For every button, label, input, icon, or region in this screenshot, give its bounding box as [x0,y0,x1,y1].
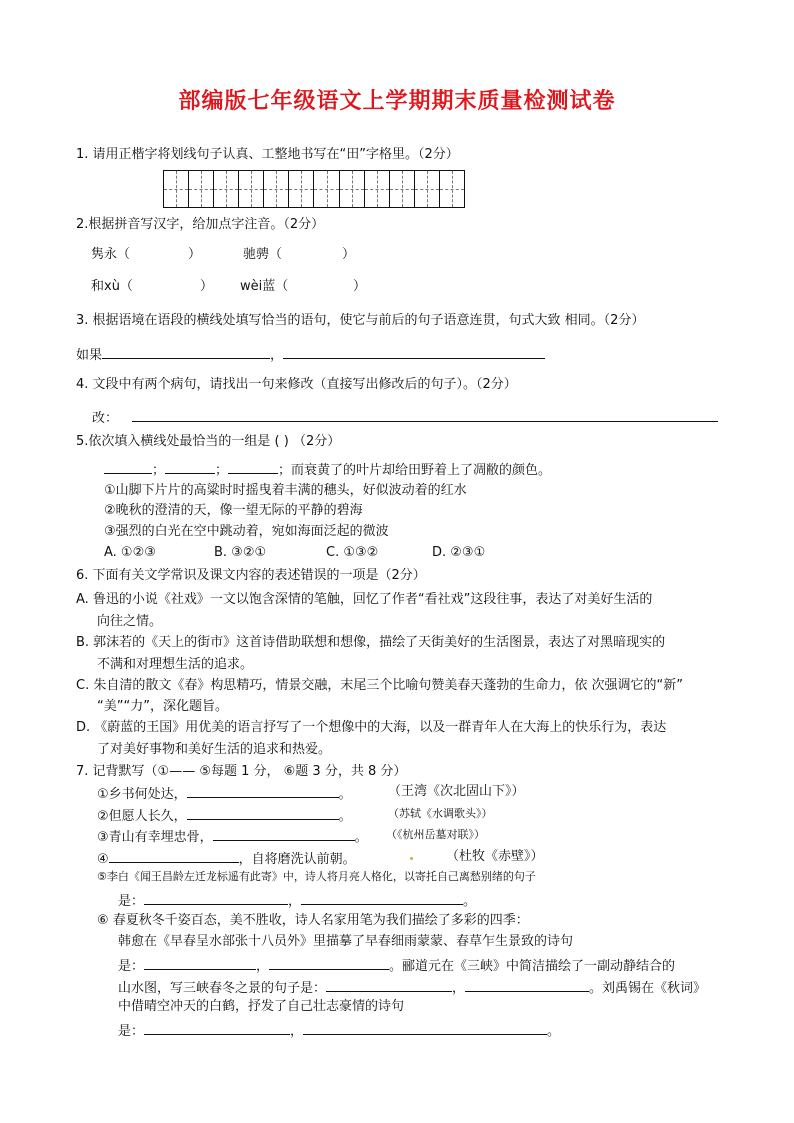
q5-choice-d[interactable]: D. ②③① [432,545,486,560]
recite-prompt: ③青山有幸埋忠骨， [97,830,213,845]
grid-cell[interactable] [390,171,415,207]
answer-blank[interactable] [187,805,339,820]
question-3-text: 3. 根据语境在语段的横线处填写恰当的语句，使它与前后的句子语意连贯，句式大致 相同。（2分） [76,313,645,328]
answer-blank[interactable] [132,407,718,422]
answer-blank[interactable] [187,783,339,798]
q4-prefix: 改： [92,411,119,426]
question-1-text: 1. 请用正楷字将划线句子认真、工整地书写在“田”字格里。（2分） [76,147,459,162]
pinyin-item-a: 隽永（ [91,247,131,262]
q5-option-1: ①山脚下片片的高粱时时摇曳着丰满的穗头，好似波动着的红水 [104,483,467,498]
recite-line-6h: 中借晴空冲天的白鹤，抒发了自己壮志豪情的诗句 [118,999,405,1014]
q6-option-a[interactable]: A. 鲁迅的小说《社戏》一文以饱含深情的笔触，回忆了作者“看社戏”这段往事，表达了对美好生活的 [76,592,653,607]
question-5-text: 5.依次填入横线处最恰当的一组是 ( ) （2分） [76,434,341,449]
recite-prompt: ①乡书何处达， [97,787,187,802]
answer-blank[interactable] [109,848,239,863]
question-2-text: 2.根据拼音写汉字，给加点字注音。（2分） [76,217,325,232]
grid-cell[interactable] [289,171,314,207]
comma: ， [288,894,302,909]
q6-option-d-cont: 了对美好事物和美好生活的追求和热爱。 [97,742,332,757]
q6-option-c-cont: “美”“力”，深化题旨。 [97,699,228,714]
answer-blank[interactable] [301,890,463,905]
answer-blank[interactable] [104,459,152,474]
paren-close: ） [353,279,367,294]
recite-suffix: ，自将磨洗认前朝。 [238,852,356,867]
answer-prefix: 是： [118,1024,145,1039]
recite-text: 山水图，写三峡春冬之景的句子是： [118,981,327,996]
recite-line-2 [97,805,352,826]
q5-sentence-tail: ；而衰黄了的叶片却给田野着上了凋敝的颜色。 [278,463,552,478]
recite-source-3: （《杭州岳墓对联》） [386,828,485,841]
recite-text: 。郦道元在《三峡》中简洁描绘了一副动静结合的 [389,959,676,974]
comma: ， [452,981,466,996]
grid-cell[interactable] [440,171,464,207]
recite-prompt: ②但愿人长久， [97,809,187,824]
recite-line-5: ⑤李白《闻王昌龄左迁龙标遥有此寄》中，诗人将月亮人格化，以寄托自己离愁别绪的句子 [97,870,536,883]
recite-line-1 [97,783,352,804]
answer-blank[interactable] [465,977,589,992]
answer-blank[interactable] [283,344,545,359]
answer-blank[interactable] [303,1020,547,1035]
paren-close: ） [200,279,214,294]
period: 。 [547,1024,561,1039]
recite-source-4: （杜牧《赤壁》） [446,849,544,864]
grid-cell[interactable] [340,171,365,207]
comma: ， [290,1024,304,1039]
q3-answer-line [76,344,545,365]
answer-blank[interactable] [213,826,355,841]
grid-cell[interactable] [239,171,264,207]
semicolon: ； [215,463,229,478]
answer-prefix: 是： [118,894,145,909]
q5-choice-c[interactable]: C. ①③② [326,545,379,560]
period: 。 [338,809,352,824]
pinyin-item-c: 和xù（ [91,279,133,294]
answer-prefix: 是： [118,959,145,974]
pinyin-item-d: wèi蓝（ [240,279,289,294]
q5-option-3: ③强烈的白光在空中跳动着，宛如海面泛起的微波 [104,524,389,539]
recite-line-6b [118,955,675,976]
recite-line-6e [118,977,706,998]
recite-line-6i [118,1020,560,1041]
answer-blank[interactable] [102,344,270,359]
q5-sentence [104,459,551,480]
paren-close: ） [188,247,202,262]
q6-option-a-cont: 向往之情。 [97,614,163,629]
answer-blank[interactable] [326,977,452,992]
recite-prompt: ④ [97,852,109,867]
answer-blank[interactable] [144,955,256,970]
comma: ， [270,348,284,363]
recite-source-1: （王湾《次北固山下》） [388,784,525,799]
q4-answer-line [92,407,718,428]
stray-dot [410,857,413,860]
paren-close: ） [342,247,356,262]
pinyin-item-b: 驰骋（ [243,247,283,262]
answer-blank[interactable] [269,955,389,970]
recite-line-6a: 韩愈在《早春呈水部张十八员外》里描摹了早春细雨蒙蒙、春草乍生景致的诗句 [118,934,574,949]
q6-option-b[interactable]: B. 郭沫若的《天上的街市》这首诗借助联想和想像，描绘了天街美好的生活图景，表达了对黑暗现实的 [76,635,666,650]
q6-option-b-cont: 不满和对理想生活的追求。 [97,657,254,672]
grid-cell[interactable] [415,171,440,207]
q3-prefix: 如果 [76,348,103,363]
recite-text: 。刘禹锡在《秋词》 [589,981,707,996]
grid-cell[interactable] [365,171,390,207]
q6-option-c[interactable]: C. 朱自清的散文《春》构思精巧，情景交融，末尾三个比喻句赞美春天蓬勃的生命力，依 次强调它的“新” [76,678,683,693]
recite-line-4 [97,848,356,869]
page-title: 部编版七年级语文上学期期末质量检测试卷 [178,89,616,114]
question-6-text: 6. 下面有关文学常识及课文内容的表述错误的一项是（2分） [76,568,426,583]
grid-cell[interactable] [314,171,339,207]
answer-blank[interactable] [144,890,288,905]
recite-line-6: ⑥ 春夏秋冬千姿百态，美不胜收，诗人名家用笔为我们描绘了多彩的四季： [97,913,529,928]
question-7-text: 7. 记背默写（①—— ⑤每题 1 分， ⑥题 3 分，共 8 分） [76,764,407,779]
grid-cell[interactable] [214,171,239,207]
period: 。 [354,830,368,845]
comma: ， [256,959,270,974]
period: 。 [463,894,477,909]
period: 。 [338,787,352,802]
question-4-text: 4. 文段中有两个病句，请找出一句来修改（直接写出修改后的句子）。（2分） [76,377,517,392]
q5-choice-a[interactable]: A. ①②③ [104,545,156,560]
q6-option-d[interactable]: D. 《蔚蓝的王国》用优美的语言抒写了一个想像中的大海，以及一群青年人在大海上的快乐行为，表达 [76,720,667,735]
grid-cell[interactable] [189,171,214,207]
grid-cell[interactable] [264,171,289,207]
recite-line-3 [97,826,368,847]
semicolon: ； [152,463,166,478]
tianzige-grid[interactable] [163,170,465,208]
recite-line-5-answer [118,890,476,911]
recite-source-2: （苏轼《水调歌头》） [388,807,493,820]
answer-blank[interactable] [165,459,215,474]
answer-blank[interactable] [228,459,278,474]
q5-option-2: ②晚秋的澄清的天，像一望无际的平静的碧海 [104,503,363,518]
grid-cell[interactable] [164,171,189,207]
answer-blank[interactable] [144,1020,290,1035]
q5-choice-b[interactable]: B. ③②① [214,545,267,560]
